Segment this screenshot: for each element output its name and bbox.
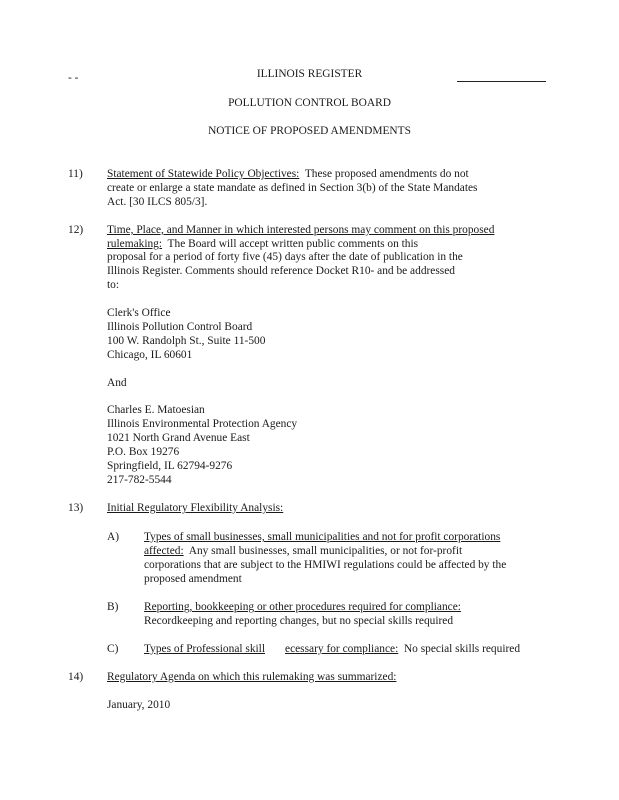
section-12-text-3: . Comments should reference Docket R10- and be addressed: [179, 265, 455, 277]
address-2-line: Illinois Environmental Protection Agency: [107, 418, 298, 430]
header-marks: - -: [68, 72, 79, 84]
register-title: ILLINOIS REGISTER: [256, 68, 363, 80]
item-b-label: B): [107, 601, 119, 613]
notice-title: NOTICE OF PROPOSED AMENDMENTS: [208, 125, 411, 137]
item-a-title-end: affected:: [144, 545, 184, 557]
section-12-text-1: The Board will accept written public comments on this: [167, 238, 419, 250]
address-1-line: Chicago, IL 60601: [107, 349, 193, 361]
item-a-line-1: [144, 545, 462, 557]
board-title: POLLUTION CONTROL BOARD: [228, 97, 391, 109]
section-12-line-2: proposal for a period of forty five (45) days after the date of publication in the: [107, 251, 463, 263]
item-b-line-1: Recordkeeping and reporting changes, but no special skills required: [144, 615, 454, 627]
section-11-text-1: These proposed amendments do not: [304, 168, 469, 180]
address-2-line: 217-782-5544: [107, 474, 172, 486]
agenda-date: January, 2010: [107, 699, 171, 711]
section-12-title-end: rulemaking:: [107, 238, 163, 250]
section-14-number: 14): [68, 671, 84, 683]
section-14-title: Regulatory Agenda on which this rulemaking was summarized:: [107, 671, 397, 683]
section-12-line-3: [107, 265, 455, 277]
item-a-text-1: Any small businesses, small municipalities, or not for-profit: [188, 545, 463, 557]
address-2-line: Charles E. Matoesian: [107, 404, 205, 416]
section-13-number: 13): [68, 502, 84, 514]
item-c-title-end: ecessary for compliance:: [285, 643, 399, 655]
item-a-line-3: proposed amendment: [144, 573, 242, 585]
section-11-line-1: [107, 168, 469, 180]
illinois-register-ref: Illinois Register: [107, 265, 180, 277]
and-text: And: [107, 377, 127, 389]
item-a-title: Types of small businesses, small municipalities and not for profit corporations: [144, 531, 501, 543]
item-c-line: [144, 643, 520, 655]
address-2-line: 1021 North Grand Avenue East: [107, 432, 250, 444]
item-c-text: No special skills required: [403, 643, 521, 655]
section-13-title: Initial Regulatory Flexibility Analysis:: [107, 502, 284, 514]
item-c-title: Types of Professional skill: [144, 643, 266, 655]
section-11-number: 11): [68, 168, 83, 180]
address-1-line: Clerk's Office: [107, 307, 171, 319]
section-12-line-1: [107, 238, 418, 250]
section-12-line-4: to:: [107, 279, 120, 291]
item-c-label: C): [107, 643, 119, 655]
item-a-line-2: corporations that are subject to the HMIWI regulations could be affected by the: [144, 559, 507, 571]
address-1-line: Illinois Pollution Control Board: [107, 321, 253, 333]
header-rule: [457, 81, 546, 82]
address-2-line: P.O. Box 19276: [107, 446, 180, 458]
section-12-title: Time, Place, and Manner in which interested persons may comment on this proposed: [107, 224, 495, 236]
address-1-line: 100 W. Randolph St., Suite 11-500: [107, 335, 266, 347]
section-11-line-3: Act. [30 ILCS 805/3].: [107, 196, 208, 208]
item-b-title: Reporting, bookkeeping or other procedures required for compliance:: [144, 601, 461, 613]
section-11-line-2: create or enlarge a state mandate as defined in Section 3(b) of the State Mandates: [107, 182, 478, 194]
section-12-number: 12): [68, 224, 84, 236]
address-2-line: Springfield, IL 62794-9276: [107, 460, 233, 472]
section-11-title: Statement of Statewide Policy Objectives:: [107, 168, 300, 180]
item-a-label: A): [107, 531, 120, 543]
